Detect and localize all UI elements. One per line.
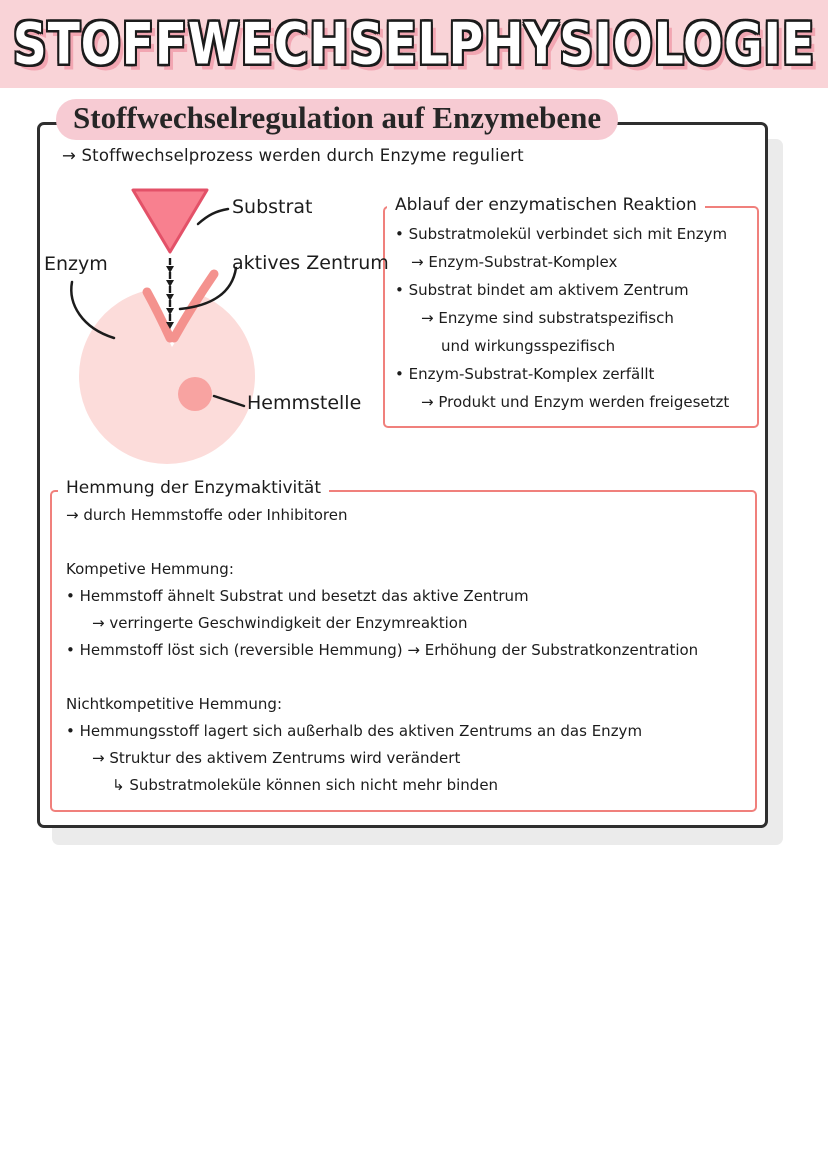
section-title: Stoffwechselregulation auf Enzymebene [56, 99, 618, 140]
hemmung-box-body [66, 502, 754, 799]
nichtkompetitiv-line: • Hemmungsstoff lagert sich außerhalb des aktiven Zentrums an das Enzym [66, 722, 643, 740]
hemmung-box-title: Hemmung der Enzymaktivität [58, 478, 329, 498]
ablauf-line: → Enzym-Substrat-Komplex [411, 253, 618, 271]
nichtkompetitiv-line: → Struktur des aktivem Zentrums wird verändert [92, 749, 461, 767]
page-title: STOFFWECHSELPHYSIOLOGIE [12, 10, 816, 78]
kompetitiv-line: → verringerte Geschwindigkeit der Enzymreaktion [92, 614, 468, 632]
ablauf-line: → Produkt und Enzym werden freigesetzt [421, 393, 730, 411]
ablauf-line: • Substratmolekül verbindet sich mit Enzym [395, 225, 728, 243]
hemmung-intro: → durch Hemmstoffe oder Inhibitoren [66, 506, 348, 524]
substrate-triangle-shape [133, 190, 207, 252]
ablauf-box-title: Ablauf der enzymatischen Reaktion [387, 195, 705, 215]
ablauf-line: → Enzyme sind substratspezifisch [421, 309, 674, 327]
hemmstelle-label: Hemmstelle [247, 392, 362, 414]
kompetitiv-line: • Hemmstoff löst sich (reversible Hemmung) → Erhöhung der Substratkonzentration [66, 641, 699, 659]
kompetitiv-heading: Kompetive Hemmung: [66, 560, 234, 578]
kompetitiv-line: • Hemmstoff ähnelt Substrat und besetzt das aktive Zentrum [66, 587, 529, 605]
ablauf-line: • Enzym-Substrat-Komplex zerfällt [395, 365, 655, 383]
enzyme-diagram-svg [30, 182, 375, 477]
ablauf-box-body [395, 220, 755, 416]
nichtkompetitiv-line: ↳ Substratmoleküle können sich nicht mehr binden [112, 776, 499, 794]
substrat-label: Substrat [232, 196, 313, 218]
aktives-zentrum-label: aktives Zentrum [232, 252, 389, 274]
section-intro-line: → Stoffwechselprozess werden durch Enzyme reguliert [62, 146, 524, 165]
nichtkompetitiv-heading: Nichtkompetitive Hemmung: [66, 695, 283, 713]
title-band [0, 0, 828, 88]
ablauf-line: • Substrat bindet am aktivem Zentrum [395, 281, 689, 299]
hemmstelle-shape [178, 377, 212, 411]
ablauf-line: und wirkungsspezifisch [441, 337, 616, 355]
enzym-label: Enzym [44, 253, 108, 275]
